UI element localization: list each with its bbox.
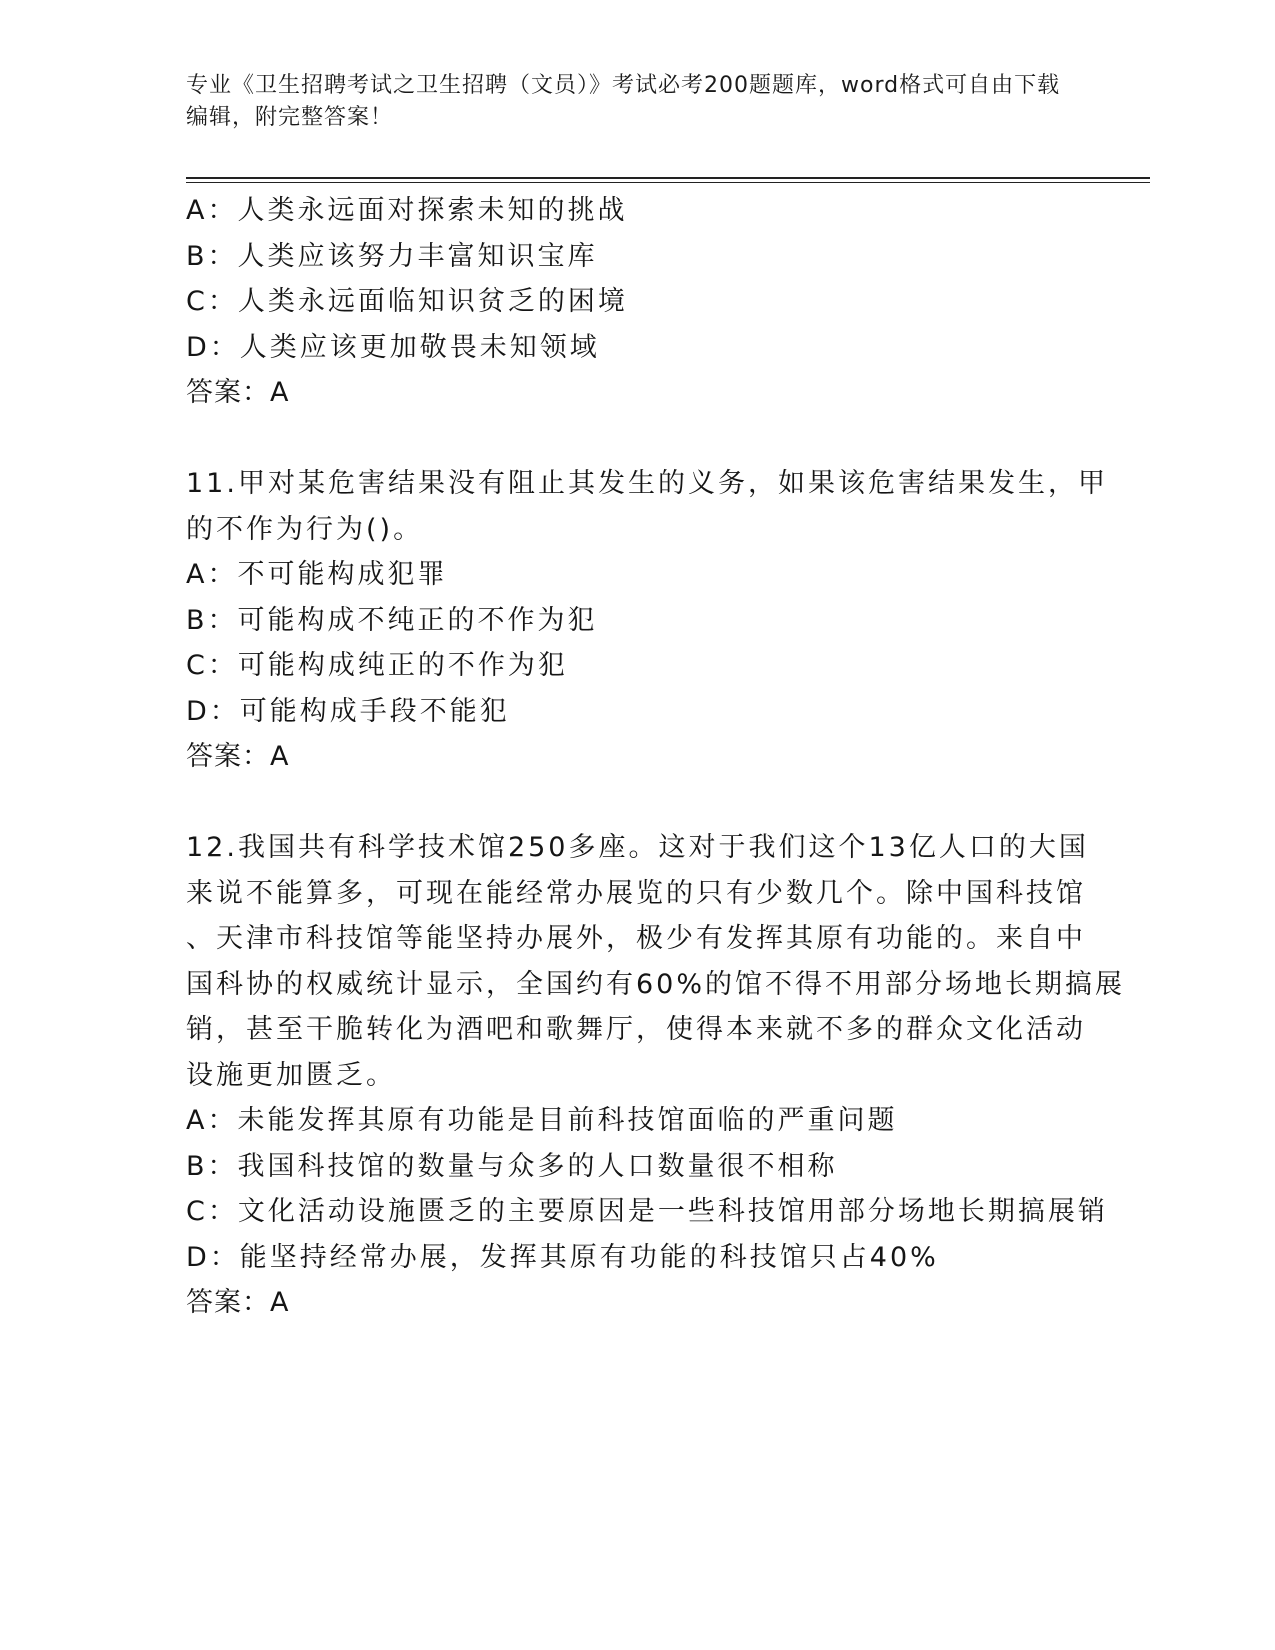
question-10-block	[186, 188, 1086, 416]
option-d: D：能坚持经常办展，发挥其原有功能的科技馆只占40%	[186, 1241, 939, 1273]
question-stem-line: 12.我国共有科学技术馆250多座。这对于我们这个13亿人口的大国	[186, 832, 1089, 863]
option-c: C：可能构成纯正的不作为犯	[186, 650, 568, 681]
answer: 答案：A	[186, 377, 290, 408]
option-d: D：可能构成手段不能犯	[186, 695, 510, 727]
question-stem-line: 设施更加匮乏。	[186, 1059, 396, 1091]
document-header: 专业《卫生招聘考试之卫生招聘（文员）》考试必考200题题库，word格式可自由下载编辑，附完整答案！	[186, 73, 1061, 130]
question-stem-line: 销，甚至干脆转化为酒吧和歌舞厅，使得本来就不多的群众文化活动	[186, 1014, 1086, 1045]
question-stem-line: 来说不能算多，可现在能经常办展览的只有少数几个。除中国科技馆	[186, 877, 1086, 909]
option-c: C：文化活动设施匮乏的主要原因是一些科技馆用部分场地长期搞展销	[186, 1196, 1108, 1227]
question-stem-line: 11.甲对某危害结果没有阻止其发生的义务，如果该危害结果发生，甲	[186, 468, 1108, 499]
option-b: B：人类应该努力丰富知识宝库	[186, 240, 598, 272]
answer: 答案：A	[186, 741, 290, 772]
spacer	[186, 780, 1086, 826]
question-stem-line: 的不作为行为()。	[186, 513, 424, 545]
spacer	[186, 416, 1086, 462]
option-d: D：人类应该更加敬畏未知领域	[186, 331, 600, 363]
question-stem-line: 、天津市科技馆等能坚持办展外，极少有发挥其原有功能的。来自中	[186, 923, 1086, 954]
header-rule-thin	[186, 182, 1150, 183]
option-a: A：不可能构成犯罪	[186, 559, 448, 590]
option-a: A：未能发挥其原有功能是目前科技馆面临的严重问题	[186, 1105, 898, 1136]
question-11-block	[186, 461, 1108, 780]
option-c: C：人类永远面临知识贫乏的困境	[186, 286, 628, 317]
question-content	[186, 188, 1126, 1326]
option-a: A：人类永远面对探索未知的挑战	[186, 195, 628, 226]
header-rule-thick	[186, 177, 1150, 179]
answer: 答案：A	[186, 1287, 290, 1318]
option-b: B：可能构成不纯正的不作为犯	[186, 604, 598, 636]
question-stem-line: 国科协的权威统计显示，全国约有60%的馆不得不用部分场地长期搞展	[186, 968, 1126, 1000]
option-b: B：我国科技馆的数量与众多的人口数量很不相称	[186, 1150, 838, 1182]
question-12-block	[186, 825, 1126, 1326]
